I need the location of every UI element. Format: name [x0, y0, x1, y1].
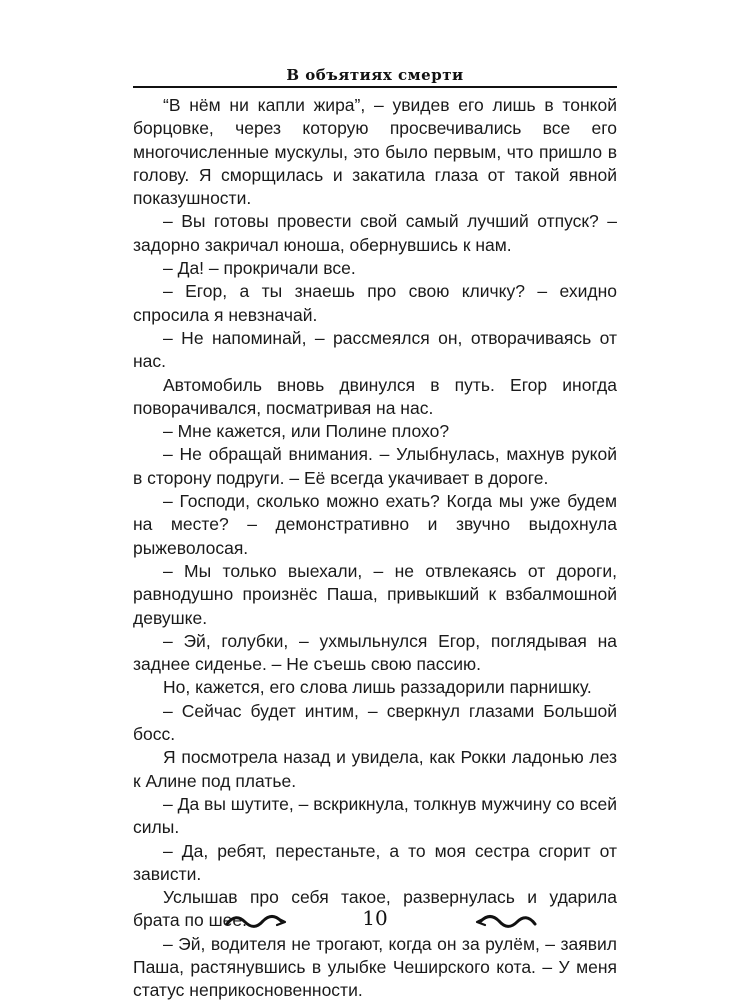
paragraph-15: – Да вы шутите, – вскрикнула, толкнув мужчину со всей силы. — [133, 793, 617, 838]
paragraph-4: – Егор, а ты знаешь про свою кличку? – ехидно спросила я невзначай. — [133, 281, 617, 325]
paragraph-9: – Господи, сколько можно ехать? Когда мы уже будем на месте? – демонстративно и звучно выдохнула рыжеволосая. — [133, 491, 617, 558]
paragraph-13: – Сейчас будет интим, – сверкнул глазами Большой босс. — [133, 700, 617, 745]
paragraph-10: – Мы только выехали, – не отвлекаясь от дороги, равнодушно произнёс Паша, привыкший к взбалмошной девушке. — [133, 560, 617, 628]
paragraph-5: – Не напоминай, – рассмеялся он, отворачиваясь от нас. — [133, 327, 617, 372]
paragraph-2: – Вы готовы провести свой самый лучший отпуск? – задорно закричал юноша, обернувшись к нам. — [133, 211, 617, 255]
paragraph-18: – Эй, водителя не трогают, когда он за рулём, – заявил Паша, растянувшись в улыбке Чеширского кота. – У меня статус неприкосновенности. — [133, 933, 617, 1001]
paragraph-16: – Да, ребят, перестаньте, а то моя сестра сгорит от зависти. — [133, 840, 617, 884]
paragraph-3: – Да! – прокричали все. — [163, 258, 356, 279]
body-text — [133, 94, 617, 1003]
paragraph-1: “В нём ни капли жира”, – увидев его лишь в тонкой борцовке, через которую просвечивались все его многочисленные мускулы, это было первым, что пришло в голову. Я сморщилась и закатила глаза от такой явной показушности. — [133, 95, 617, 209]
running-header-title: В объятиях смерти — [286, 66, 464, 84]
paragraph-7: – Мне кажется, или Полине плохо? — [163, 421, 450, 442]
paragraph-14: Я посмотрела назад и увидела, как Рокки ладонью лез к Алине под платье. — [133, 747, 617, 791]
page-footer — [133, 902, 617, 942]
header-rule — [133, 86, 617, 88]
paragraph-8: – Не обращай внимания. – Улыбнулась, махнув рукой в сторону подруги. – Её всегда укачивает в дороге. — [133, 444, 617, 488]
paragraph-6: Автомобиль вновь двинулся в путь. Егор иногда поворачивался, посматривая на нас. — [133, 374, 617, 418]
paragraph-17: Услышав про себя такое, развернулась и ударила брата по шее. — [133, 887, 617, 931]
swirl-ornament-right-icon — [475, 912, 537, 932]
page-number: 10 — [362, 906, 388, 930]
paragraph-12: Но, кажется, его слова лишь раззадорили парнишку. — [163, 677, 592, 698]
paragraph-11: – Эй, голубки, – ухмыльнулся Егор, поглядывая на заднее сиденье. – Не съешь свою пассию. — [133, 630, 617, 675]
